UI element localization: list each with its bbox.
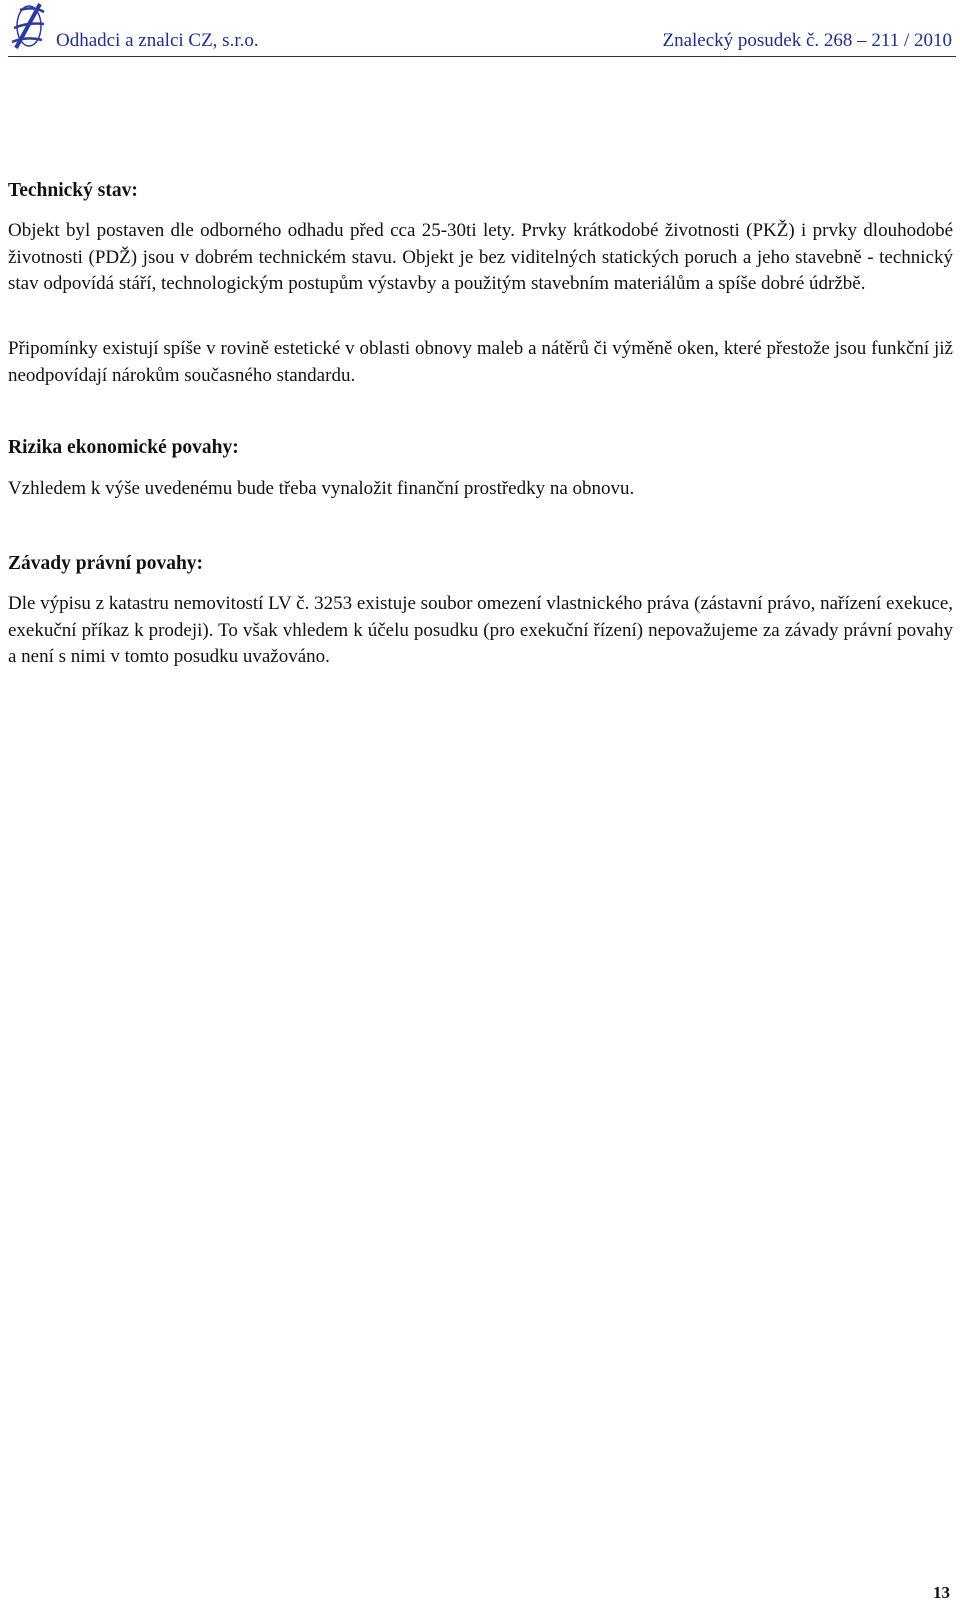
company-name: Odhadci a znalci CZ, s.r.o. bbox=[56, 30, 259, 51]
economic-risks-paragraph: Vzhledem k výše uvedenému bude třeba vynaložit finanční prostředky na obnovu. bbox=[8, 478, 635, 499]
document-reference: Znalecký posudek č. 268 – 211 / 2010 bbox=[662, 30, 952, 51]
legal-defects-paragraph: Dle výpisu z katastru nemovitostí LV č. 3253 existuje soubor omezení vlastnického práva (zástavní právo, nařízení exekuce, exekuční příkaz k prodeji). To však vhledem k účelu posudku (pro exekuční řízení) nepovažujeme za závady právní povahy a není s nimi v tomto posudku uvažováno. bbox=[8, 593, 953, 667]
page-number: 13 bbox=[933, 1583, 950, 1602]
technical-state-paragraph-1: Objekt byl postaven dle odborného odhadu před cca 25-30ti lety. Prvky krátkodobé životnosti (PKŽ) i prvky dlouhodobé životnosti (PDŽ) jsou v dobrém technickém stavu. Objekt je bez viditelných statických poruch a jeho stavebně - technický stav odpovídá stáří, technologickým postupům výstavby a použitým stavebním materiálům a spíše dobré údržbě. bbox=[8, 220, 953, 294]
section-heading-economic-risks: Rizika ekonomické povahy: bbox=[8, 437, 239, 458]
page-header bbox=[8, 0, 956, 57]
technical-state-paragraph-2: Připomínky existují spíše v rovině estetické v oblasti obnovy maleb a nátěrů či výměně oken, které přestože jsou funkční již neodpovídají nárokům současného standardu. bbox=[8, 338, 953, 386]
company-logo bbox=[10, 2, 48, 50]
section-heading-technical-state: Technický stav: bbox=[8, 180, 138, 201]
section-heading-legal-defects: Závady právní povahy: bbox=[8, 553, 204, 574]
